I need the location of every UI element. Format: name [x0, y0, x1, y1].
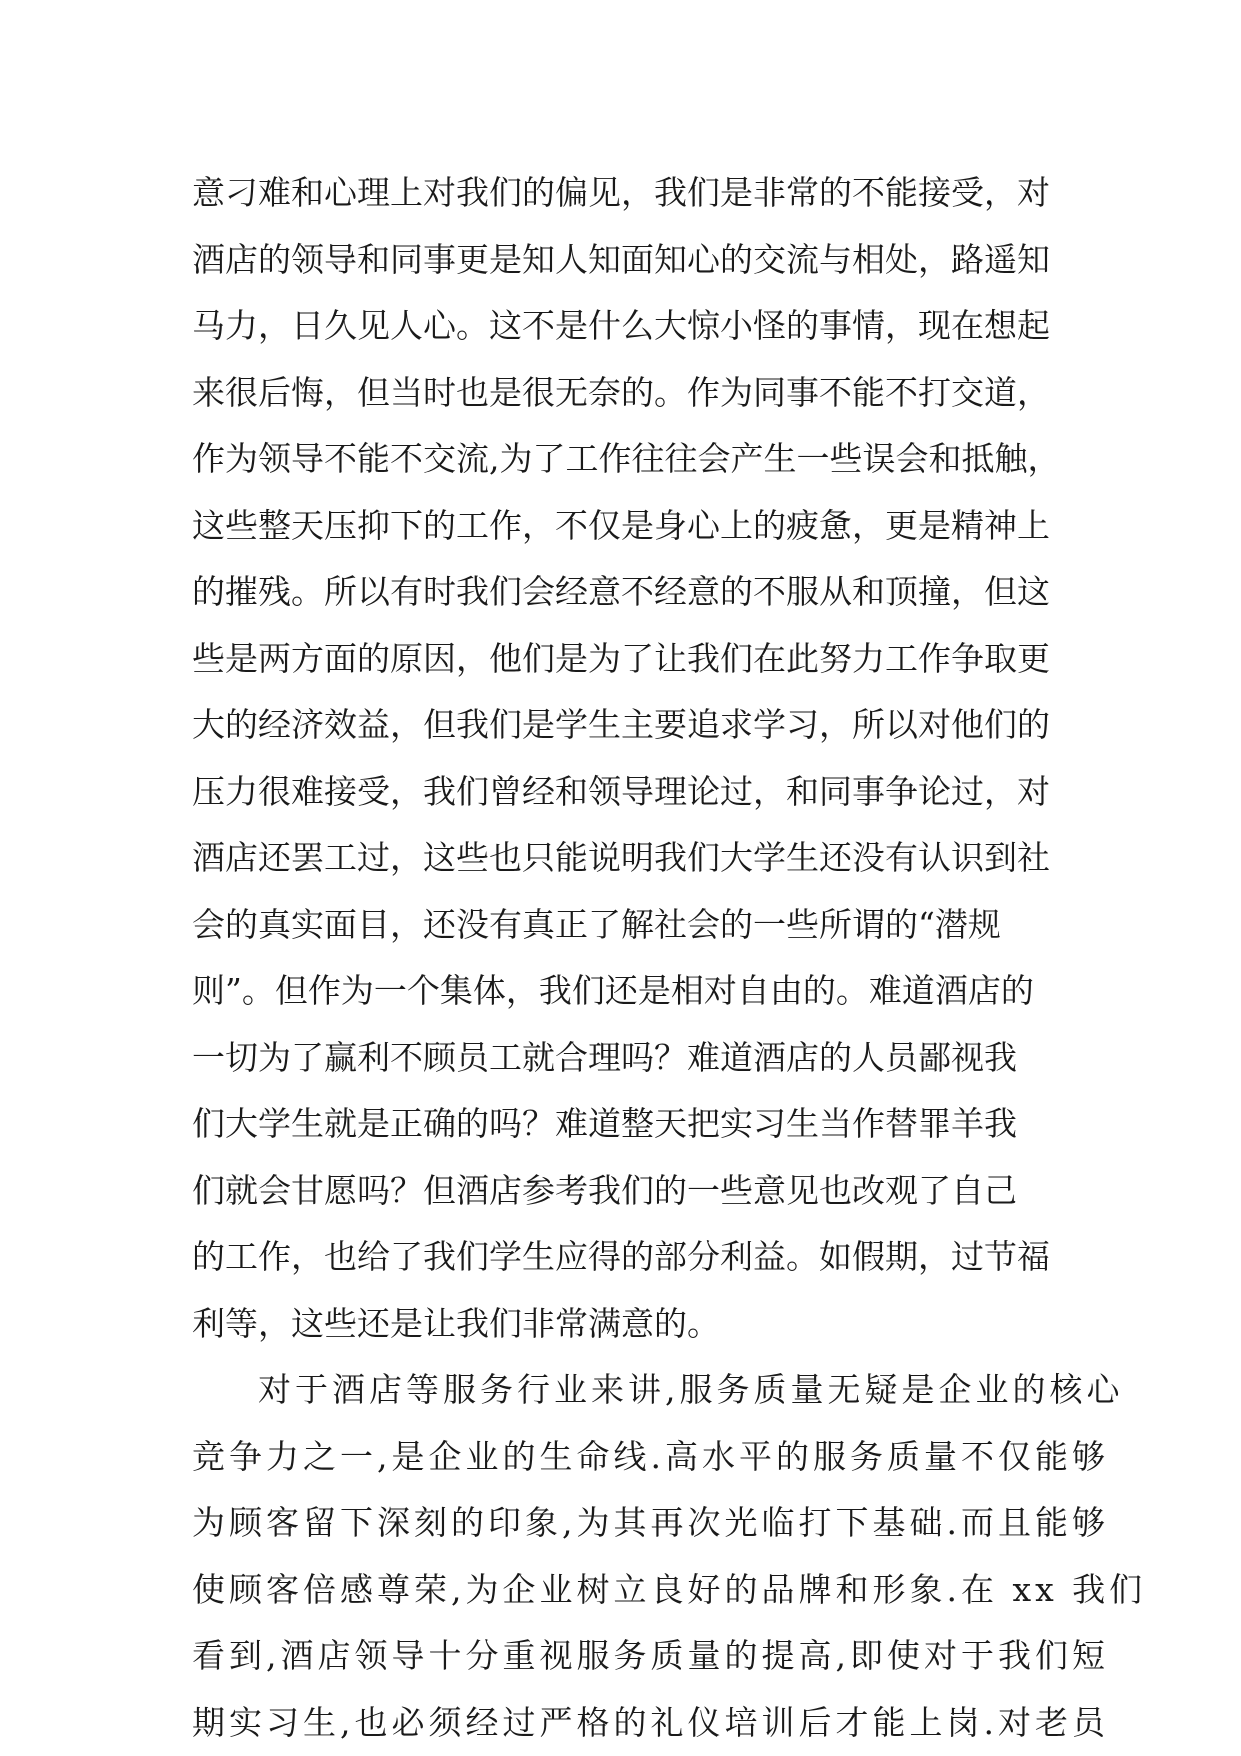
- text-line: 来很后悔，但当时也是很无奈的。作为同事不能不打交道，: [192, 360, 1072, 427]
- text-line: 压力很难接受，我们曾经和领导理论过，和同事争论过，对: [192, 759, 1072, 826]
- text-line: 竞争力之一,是企业的生命线.高水平的服务质量不仅能够: [192, 1424, 1072, 1491]
- text-line: 这些整天压抑下的工作，不仅是身心上的疲惫，更是精神上: [192, 493, 1072, 560]
- text-line: 的工作，也给了我们学生应得的部分利益。如假期，过节福: [192, 1224, 1072, 1291]
- paragraph-1: [192, 160, 1072, 1357]
- text-line: 们就会甘愿吗？但酒店参考我们的一些意见也改观了自己: [192, 1158, 1072, 1225]
- text-line: 期实习生,也必须经过严格的礼仪培训后才能上岗.对老员: [192, 1690, 1072, 1756]
- text-line: 酒店还罢工过，这些也只能说明我们大学生还没有认识到社: [192, 825, 1072, 892]
- text-line: 会的真实面目，还没有真正了解社会的一些所谓的“潜规: [192, 892, 1072, 959]
- text-line: 使顾客倍感尊荣,为企业树立良好的品牌和形象.在 xx 我们: [192, 1557, 1072, 1624]
- text-line: 对于酒店等服务行业来讲,服务质量无疑是企业的核心: [192, 1357, 1072, 1424]
- text-line: 则”。但作为一个集体，我们还是相对自由的。难道酒店的: [192, 958, 1072, 1025]
- text-line: 马力，日久见人心。这不是什么大惊小怪的事情，现在想起: [192, 293, 1072, 360]
- body-text: [192, 160, 1072, 1756]
- text-line: 作为领导不能不交流,为了工作往往会产生一些误会和抵触，: [192, 426, 1072, 493]
- text-line: 为顾客留下深刻的印象,为其再次光临打下基础.而且能够: [192, 1490, 1072, 1557]
- text-line: 些是两方面的原因，他们是为了让我们在此努力工作争取更: [192, 626, 1072, 693]
- text-line: 利等，这些还是让我们非常满意的。: [192, 1291, 1072, 1358]
- text-line: 酒店的领导和同事更是知人知面知心的交流与相处，路遥知: [192, 227, 1072, 294]
- text-line: 们大学生就是正确的吗？难道整天把实习生当作替罪羊我: [192, 1091, 1072, 1158]
- text-line: 一切为了赢利不顾员工就合理吗？难道酒店的人员鄙视我: [192, 1025, 1072, 1092]
- text-line: 的摧残。所以有时我们会经意不经意的不服从和顶撞，但这: [192, 559, 1072, 626]
- text-line: 看到,酒店领导十分重视服务质量的提高,即使对于我们短: [192, 1623, 1072, 1690]
- text-line: 大的经济效益，但我们是学生主要追求学习，所以对他们的: [192, 692, 1072, 759]
- paragraph-2: [192, 1357, 1072, 1756]
- text-line: 意刁难和心理上对我们的偏见，我们是非常的不能接受，对: [192, 160, 1072, 227]
